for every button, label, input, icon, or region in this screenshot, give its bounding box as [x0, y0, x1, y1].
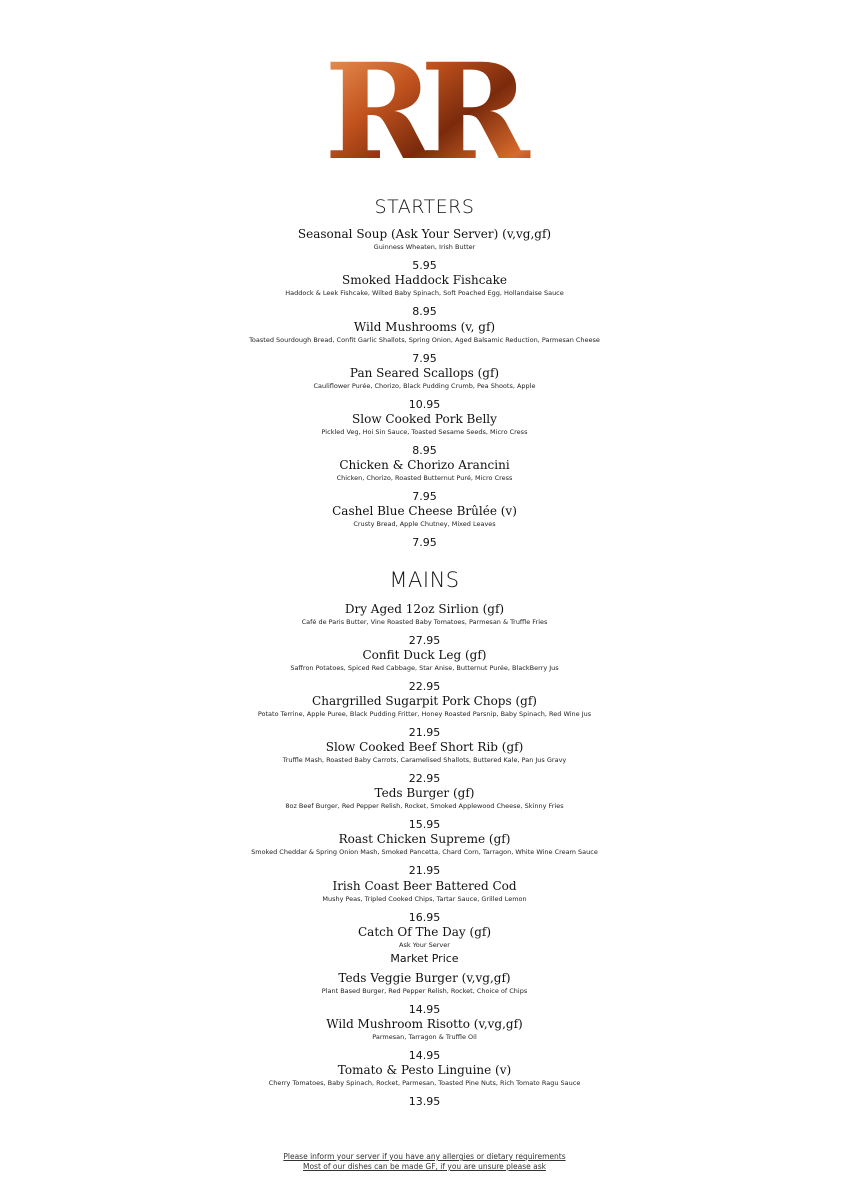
menu-item	[0, 227, 849, 272]
item-description: Plant Based Burger, Red Pepper Relish, Rocket, Choice of Chips	[321, 987, 528, 995]
item-description: Ask Your Server	[399, 941, 450, 949]
menu-item	[0, 832, 849, 877]
item-price: 21.95	[408, 864, 441, 877]
item-description: Saffron Potatoes, Spiced Red Cabbage, Star Anise, Butternut Purée, BlackBerry Jus	[290, 664, 559, 672]
menu-item	[0, 458, 849, 503]
item-price: 14.95	[408, 1003, 441, 1016]
menu-item	[0, 1063, 849, 1108]
item-price: 7.95	[412, 352, 437, 365]
menu-item	[0, 648, 849, 693]
item-name: Wild Mushrooms (v, gf)	[353, 320, 496, 334]
item-description: 8oz Beef Burger, Red Pepper Relish, Rocket, Smoked Applewood Cheese, Skinny Fries	[285, 802, 564, 810]
item-name: Chargrilled Sugarpit Pork Chops (gf)	[312, 694, 537, 708]
menu-item	[0, 320, 849, 365]
item-name: Seasonal Soup (Ask Your Server) (v,vg,gf)	[297, 227, 552, 241]
starters-heading: STARTERS	[374, 196, 475, 218]
menu-item	[0, 412, 849, 457]
item-name: Tomato & Pesto Linguine (v)	[337, 1063, 512, 1077]
item-price: 16.95	[408, 911, 441, 924]
menu-item	[0, 504, 849, 549]
item-name: Irish Coast Beer Battered Cod	[332, 879, 517, 893]
item-name: Cashel Blue Cheese Brûlée (v)	[332, 504, 517, 518]
item-name: Dry Aged 12oz Sirlion (gf)	[344, 602, 505, 616]
item-description: Smoked Cheddar & Spring Onion Mash, Smoked Pancetta, Chard Corn, Tarragon, White Wine Cream Sauce	[251, 848, 598, 856]
menu-item	[0, 879, 849, 924]
item-description: Truffle Mash, Roasted Baby Carrots, Caramelised Shallots, Buttered Kale, Pan Jus Gravy	[282, 756, 567, 764]
item-name: Teds Burger (gf)	[374, 786, 475, 800]
item-price: 22.95	[408, 772, 441, 785]
item-description: Chicken, Chorizo, Roasted Butternut Puré, Micro Cress	[336, 474, 513, 482]
item-price: 7.95	[412, 490, 437, 503]
item-name: Teds Veggie Burger (v,vg,gf)	[338, 971, 511, 985]
item-description: Parmesan, Tarragon & Truffle Oil	[372, 1033, 477, 1041]
menu-item	[0, 786, 849, 831]
allergy-notice	[0, 1152, 849, 1172]
item-description: Cauliflower Purée, Chorizo, Black Pudding Crumb, Pea Shoots, Apple	[313, 382, 536, 390]
item-name: Roast Chicken Supreme (gf)	[338, 832, 511, 846]
menu-item	[0, 694, 849, 739]
item-price: 5.95	[412, 259, 437, 272]
item-price: 8.95	[412, 305, 437, 318]
item-description: Cherry Tomatoes, Baby Spinach, Rocket, Parmesan, Toasted Pine Nuts, Rich Tomato Ragu Sauce	[268, 1079, 581, 1087]
mains-heading: MAINS	[389, 568, 460, 592]
item-description: Mushy Peas, Tripled Cooked Chips, Tartar Sauce, Grilled Lemon	[322, 895, 527, 903]
gf-notice-line: Most of our dishes can be made GF, if you are unsure please ask	[303, 1162, 546, 1171]
menu-item	[0, 925, 849, 965]
item-price: 14.95	[408, 1049, 441, 1062]
rr-logo	[324, 35, 516, 190]
item-name: Slow Cooked Pork Belly	[352, 412, 497, 426]
item-price: 15.95	[408, 818, 441, 831]
item-name: Smoked Haddock Fishcake	[341, 273, 507, 287]
item-price: 22.95	[408, 680, 441, 693]
item-description: Toasted Sourdough Bread, Confit Garlic Shallots, Spring Onion, Aged Balsamic Reduction, Parmesan Cheese	[249, 336, 600, 344]
menu-item	[0, 273, 849, 318]
item-name: Chicken & Chorizo Arancini	[339, 458, 510, 472]
menu-item	[0, 366, 849, 411]
allergy-notice-line: Please inform your server if you have any allergies or dietary requirements	[283, 1152, 566, 1161]
item-price: Market Price	[390, 952, 459, 965]
item-name: Pan Seared Scallops (gf)	[349, 366, 500, 380]
item-description: Guinness Wheaten, Irish Butter	[373, 243, 476, 251]
item-price: 8.95	[412, 444, 437, 457]
item-description: Haddock & Leek Fishcake, Wilted Baby Spinach, Soft Poached Egg, Hollandaise Sauce	[285, 289, 564, 297]
menu-item	[0, 740, 849, 785]
item-description: Potato Terrine, Apple Puree, Black Pudding Fritter, Honey Roasted Parsnip, Baby Spinach, Red Wine Jus	[257, 710, 592, 718]
item-price: 10.95	[408, 398, 441, 411]
item-description: Crusty Bread, Apple Chutney, Mixed Leaves	[353, 520, 496, 528]
item-name: Slow Cooked Beef Short Rib (gf)	[325, 740, 524, 754]
svg-text:RR: RR	[324, 35, 516, 190]
item-name: Catch Of The Day (gf)	[357, 925, 492, 939]
item-name: Confit Duck Leg (gf)	[362, 648, 487, 662]
menu-item	[0, 971, 849, 1016]
item-price: 7.95	[412, 536, 437, 549]
menu-item	[0, 1017, 849, 1062]
item-price: 27.95	[408, 634, 441, 647]
item-name: Wild Mushroom Risotto (v,vg,gf)	[326, 1017, 523, 1031]
item-price: 13.95	[408, 1095, 441, 1108]
menu-item	[0, 602, 849, 647]
item-description: Café de Paris Butter, Vine Roasted Baby Tomatoes, Parmesan & Truffle Fries	[301, 618, 548, 626]
item-description: Pickled Veg, Hoi Sin Sauce, Toasted Sesame Seeds, Micro Cress	[321, 428, 528, 436]
item-price: 21.95	[408, 726, 441, 739]
